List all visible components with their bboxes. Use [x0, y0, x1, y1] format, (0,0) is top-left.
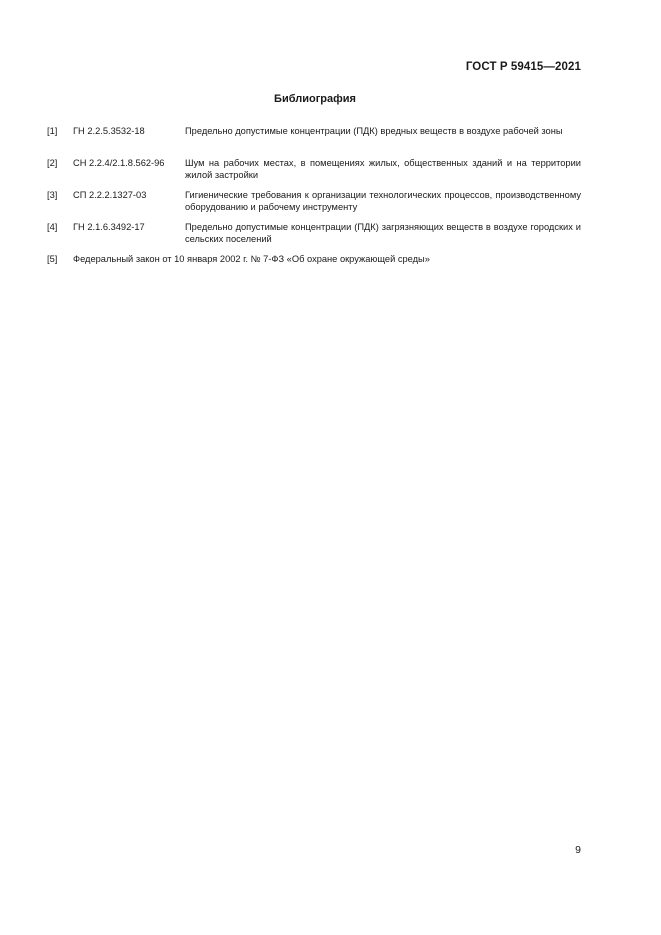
page-number: 9 — [575, 844, 581, 856]
entry-number: [1] — [47, 126, 58, 136]
bibliography-title: Библиография — [274, 93, 356, 105]
entry-code: СП 2.2.2.1327-03 — [73, 190, 147, 200]
entry-description: Шум на рабочих местах, в помещениях жилых, общественных зданий и на территории жилой застройки — [185, 158, 581, 180]
entry-number: [2] — [47, 158, 58, 168]
bibliography-list — [47, 125, 581, 273]
bibliography-entry — [47, 125, 581, 149]
bibliography-entry — [47, 189, 581, 213]
entry-code: СН 2.2.4/2.1.8.562-96 — [73, 158, 165, 168]
entry-code: ГН 2.2.5.3532-18 — [73, 126, 145, 136]
document-code: ГОСТ Р 59415—2021 — [465, 61, 581, 73]
entry-number: [4] — [47, 222, 58, 232]
entry-number: [5] — [47, 254, 58, 264]
bibliography-entry — [47, 253, 581, 265]
entry-description: Гигиенические требования к организации технологических процессов, производственному оборудованию и рабочему инструменту — [185, 190, 581, 212]
bibliography-entry — [47, 157, 581, 181]
entry-text: Федеральный закон от 10 января 2002 г. № 7-ФЗ «Об охране окружающей среды» — [73, 254, 430, 264]
entry-code: ГН 2.1.6.3492-17 — [73, 222, 145, 232]
entry-description: Предельно допустимые концентрации (ПДК) вредных веществ в воздухе рабочей зоны — [185, 126, 563, 136]
bibliography-entry — [47, 221, 581, 245]
entry-description: Предельно допустимые концентрации (ПДК) загрязняющих веществ в воздухе городских и сельских поселений — [185, 222, 581, 244]
entry-number: [3] — [47, 190, 58, 200]
